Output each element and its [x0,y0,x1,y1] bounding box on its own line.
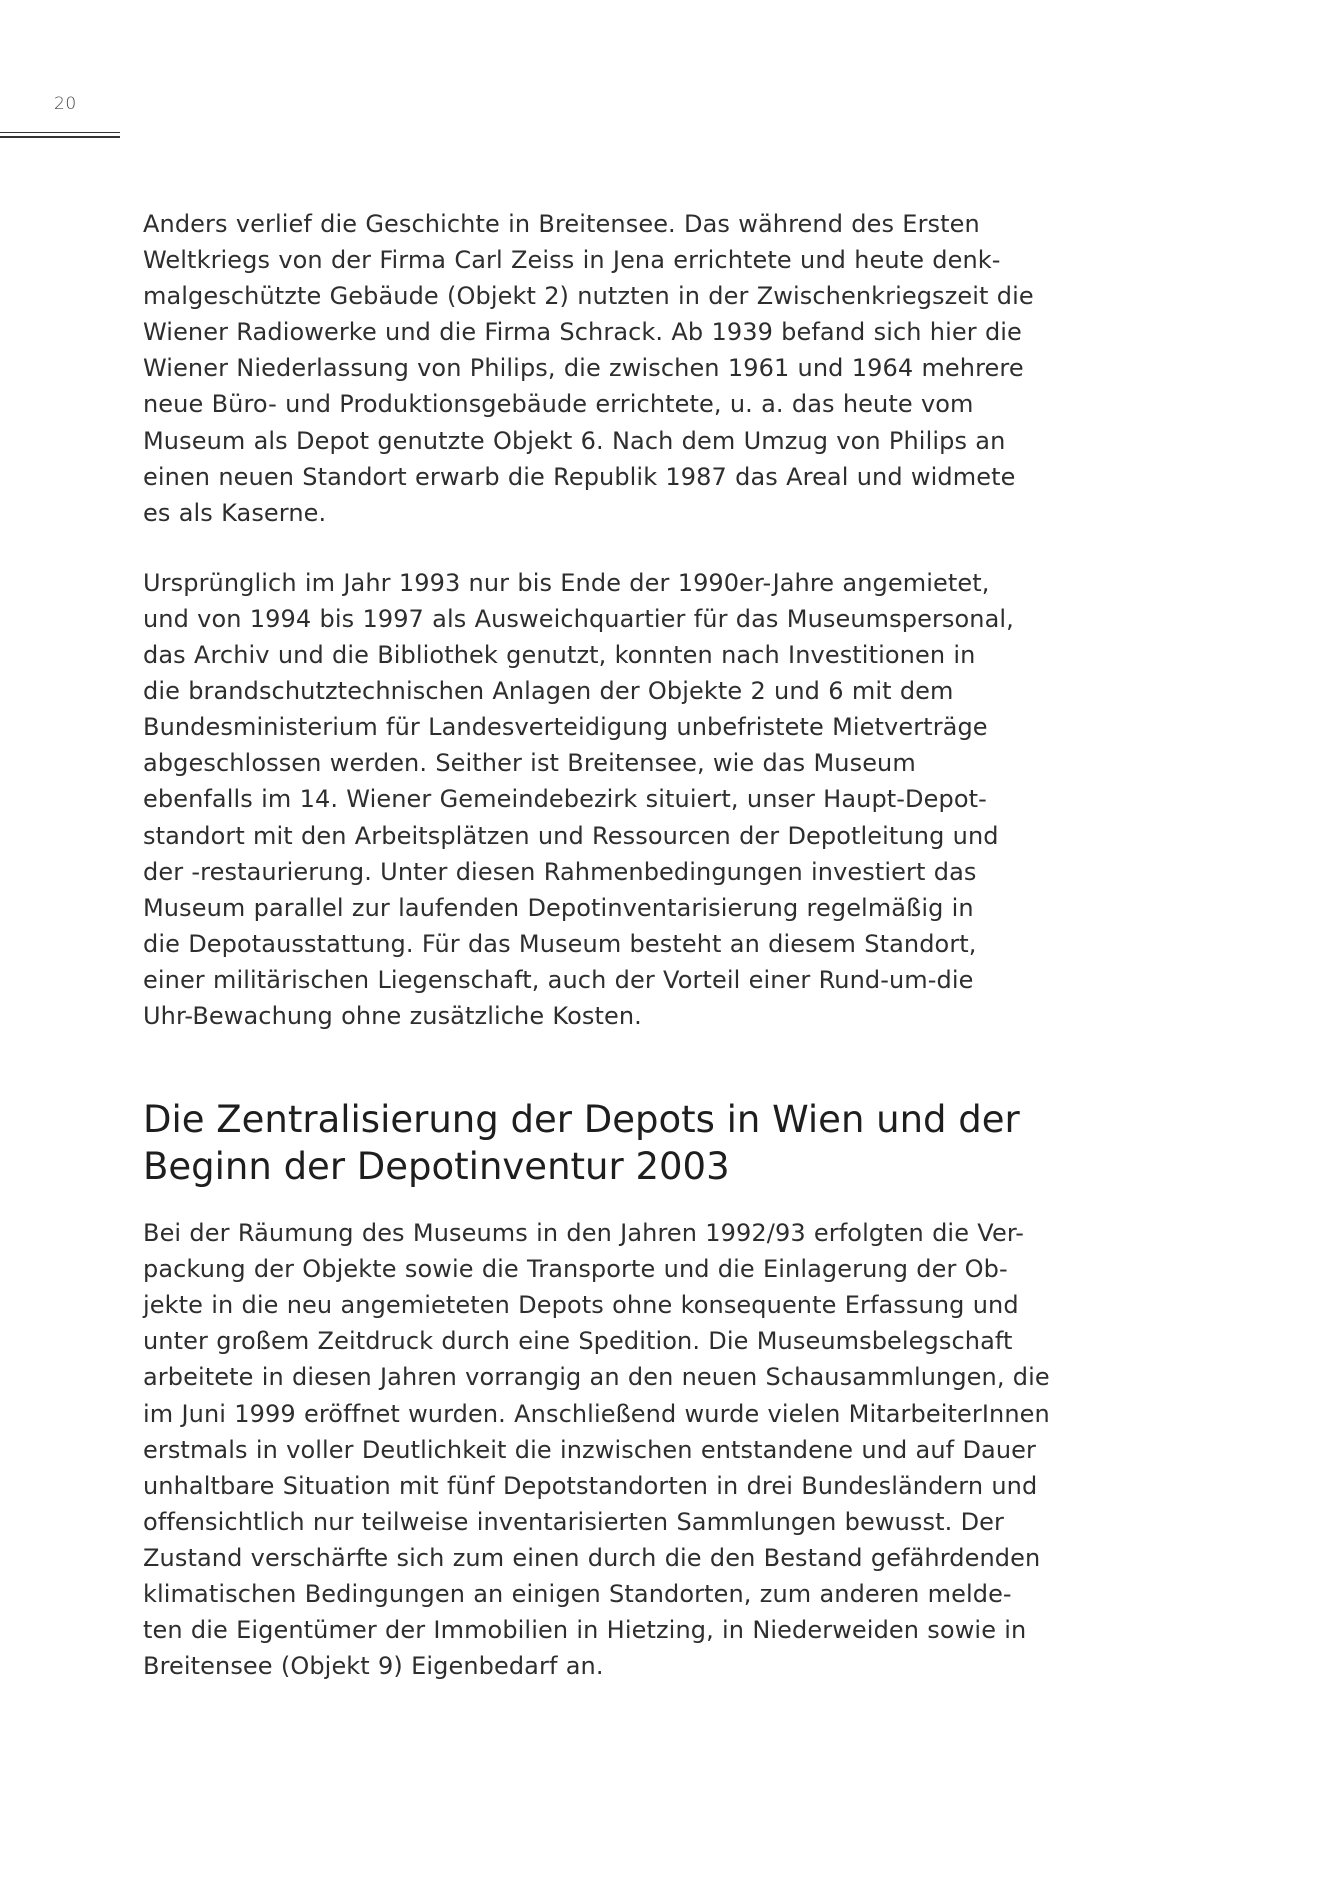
text-line: Uhr-Bewachung ohne zusätzliche Kosten. [143,1001,642,1030]
heading-line: Die Zentralisierung der Depots in Wien und der [143,1098,1020,1142]
text-line: Bundesministerium für Landesverteidigung unbefristete Mietverträge [143,713,988,742]
text-line: Ursprünglich im Jahr 1993 nur bis Ende der 1990er-Jahre angemietet, [143,568,990,597]
text-line: die Depotausstattung. Für das Museum besteht an diesem Standort, [143,929,977,958]
text-line: abgeschlossen werden. Seither ist Breitensee, wie das Museum [143,749,916,778]
text-line: Weltkriegs von der Firma Carl Zeiss in Jena errichtete und heute denk- [143,246,1001,275]
text-line: und von 1994 bis 1997 als Ausweichquartier für das Museumspersonal, [143,604,1014,633]
paragraph-breitensee-history [143,206,1043,531]
main-text-column [143,206,1050,1684]
text-line: einer militärischen Liegenschaft, auch der Vorteil einer Rund-um-die [143,965,974,994]
text-line: arbeitete in diesen Jahren vorrangig an den neuen Schausammlungen, die [143,1363,1050,1392]
text-line: Breitensee (Objekt 9) Eigenbedarf an. [143,1652,604,1681]
text-line: jekte in die neu angemieteten Depots ohne konsequente Erfassung und [143,1291,1019,1320]
text-line: im Juni 1999 eröffnet wurden. Anschließend wurde vielen MitarbeiterInnen [143,1399,1050,1428]
text-line: Wiener Radiowerke und die Firma Schrack. Ab 1939 befand sich hier die [143,318,1022,347]
text-line: unhaltbare Situation mit fünf Depotstandorten in drei Bundesländern und [143,1471,1038,1500]
text-line: klimatischen Bedingungen an einigen Standorten, zum anderen melde- [143,1580,1012,1608]
text-line: erstmals in voller Deutlichkeit die inzwischen entstandene und auf Dauer [143,1435,1036,1464]
page-number: 20 [54,94,77,114]
text-line: offensichtlich nur teilweise inventarisierten Sammlungen bewusst. Der [143,1507,1004,1536]
header-rule-thin [0,132,120,133]
text-line: Bei der Räumung des Museums in den Jahren 1992/93 erfolgten die Ver- [143,1219,1025,1248]
paragraph-breitensee-depot [143,565,1043,1034]
text-line: das Archiv und die Bibliothek genutzt, konnten nach Investitionen in [143,641,976,670]
text-line: Museum parallel zur laufenden Depotinventarisierung regelmäßig in [143,893,974,922]
text-line: die brandschutztechnischen Anlagen der Objekte 2 und 6 mit dem [143,677,954,706]
text-line: Zustand verschärfte sich zum einen durch die den Bestand gefährdenden [143,1543,1041,1572]
paragraph-depot-evacuation [143,1215,1050,1684]
text-line: malgeschützte Gebäude (Objekt 2) nutzten in der Zwischenkriegszeit die [143,282,1034,311]
text-line: neue Büro- und Produktionsgebäude errichtete, u. a. das heute vom [143,390,974,419]
text-line: Wiener Niederlassung von Philips, die zwischen 1961 und 1964 mehrere [143,354,1024,383]
text-line: ten die Eigentümer der Immobilien in Hietzing, in Niederweiden sowie in [143,1616,1027,1645]
text-line: packung der Objekte sowie die Transporte und die Einlagerung der Ob- [143,1255,1008,1284]
text-line: der -restaurierung. Unter diesen Rahmenbedingungen investiert das [143,857,977,886]
text-line: ebenfalls im 14. Wiener Gemeindebezirk situiert, unser Haupt-Depot- [143,785,987,814]
text-line: es als Kaserne. [143,498,327,527]
text-line: Museum als Depot genutzte Objekt 6. Nach dem Umzug von Philips an [143,426,1006,455]
section-heading [143,1096,1043,1190]
text-line: standort mit den Arbeitsplätzen und Ressourcen der Depotleitung und [143,821,999,850]
text-line: unter großem Zeitdruck durch eine Spedition. Die Museumsbelegschaft [143,1327,1013,1356]
text-line: Anders verlief die Geschichte in Breitensee. Das während des Ersten [143,210,980,238]
text-line: einen neuen Standort erwarb die Republik 1987 das Areal und widmete [143,462,1016,491]
header-rule-thick [0,136,120,138]
heading-line: Beginn der Depotinventur 2003 [143,1145,730,1189]
